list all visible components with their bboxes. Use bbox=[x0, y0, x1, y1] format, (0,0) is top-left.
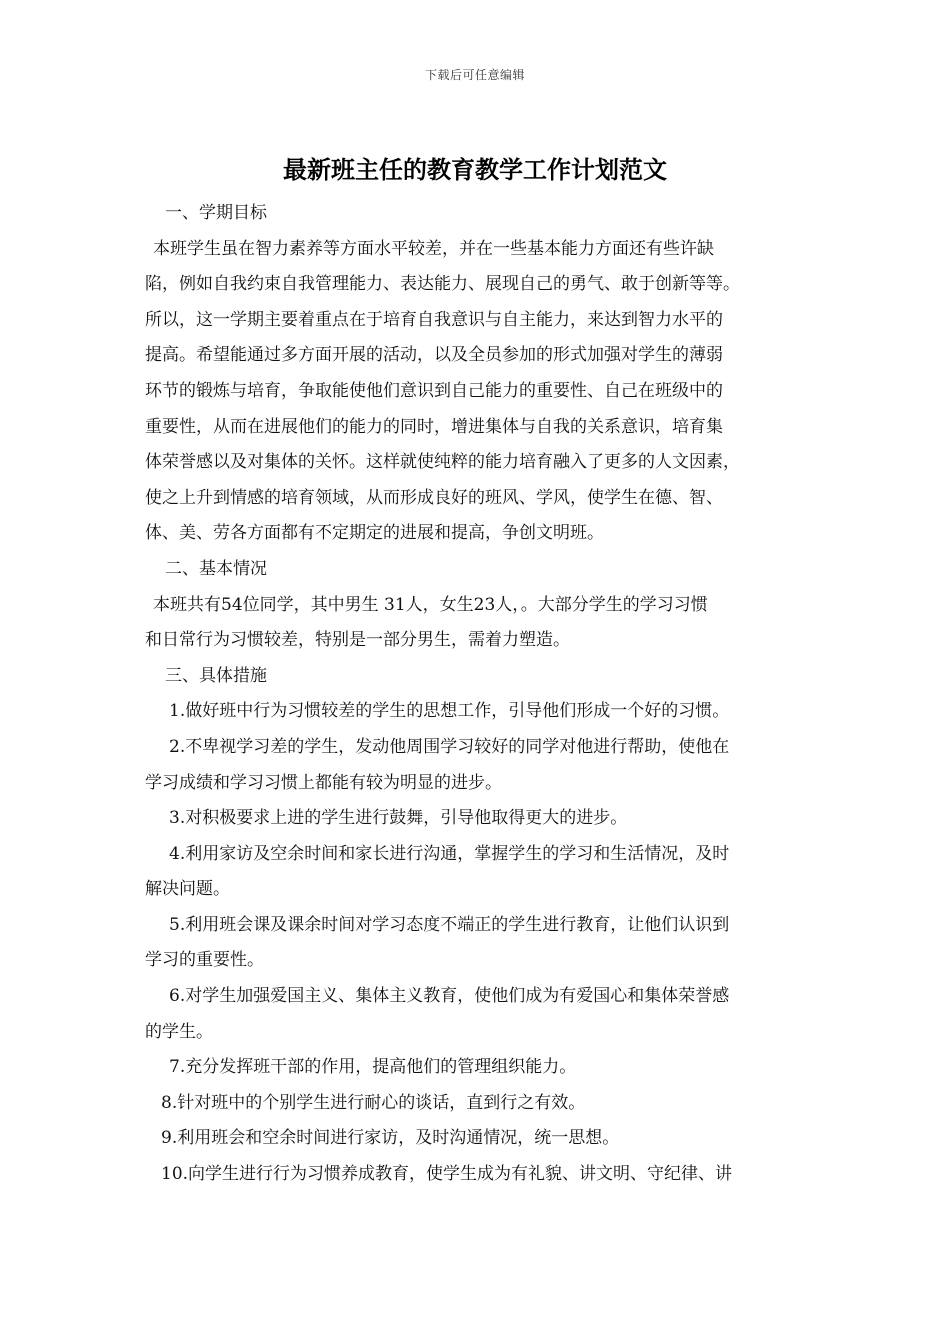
list-item: 6.对学生加强爱国主义、集体主义教育，使他们成为有爱国心和集体荣誉感 bbox=[169, 986, 730, 1007]
list-item-continuation: 的学生。 bbox=[145, 1021, 213, 1042]
section-heading-situation: 二、基本情况 bbox=[165, 558, 267, 579]
header-note: 下载后可任意编辑 bbox=[424, 68, 525, 82]
paragraph-line: 使之上升到情感的培育领域，从而形成良好的班风、学风，使学生在德、智、 bbox=[145, 487, 723, 508]
paragraph-line: 环节的锻炼与培育，争取能使他们意识到自己能力的重要性、自己在班级中的 bbox=[145, 380, 723, 401]
section-heading-measures: 三、具体措施 bbox=[165, 665, 267, 686]
list-item: 7.充分发挥班干部的作用，提高他们的管理组织能力。 bbox=[169, 1057, 577, 1078]
section-heading-goal: 一、学期目标 bbox=[165, 203, 267, 223]
paragraph-line: 提高。希望能通过多方面开展的活动，以及全员参加的形式加强对学生的薄弱 bbox=[145, 345, 723, 366]
paragraph-line: 本班共有54位同学，其中男生 31人，女生23人，。大部分学生的学习习惯 bbox=[153, 594, 708, 615]
list-item: 3.对积极要求上进的学生进行鼓舞，引导他取得更大的进步。 bbox=[169, 808, 628, 829]
list-item: 9.利用班会和空余时间进行家访，及时沟通情况，统一思想。 bbox=[161, 1128, 620, 1149]
list-item-continuation: 学习的重要性。 bbox=[145, 950, 264, 971]
paragraph-line: 体、美、劳各方面都有不定期定的进展和提高，争创文明班。 bbox=[145, 523, 604, 544]
paragraph-line: 体荣誉感以及对集体的关怀。这样就使纯粹的能力培育融入了更多的人文因素， bbox=[145, 452, 740, 473]
list-item: 1.做好班中行为习惯较差的学生的思想工作，引导他们形成一个好的习惯。 bbox=[169, 701, 730, 722]
list-item: 8.针对班中的个别学生进行耐心的谈话，直到行之有效。 bbox=[161, 1092, 586, 1113]
paragraph-line: 所以，这一学期主要着重点在于培育自我意识与自主能力，来达到智力水平的 bbox=[145, 309, 723, 330]
paragraph-line: 重要性，从而在进展他们的能力的同时，增进集体与自我的关系意识，培育集 bbox=[145, 416, 723, 437]
list-item: 2.不卑视学习差的学生，发动他周围学习较好的同学对他进行帮助，使他在 bbox=[169, 736, 730, 757]
document-title: 最新班主任的教育教学工作计划范文 bbox=[283, 156, 667, 184]
paragraph-line: 陷，例如自我约束自我管理能力、表达能力、展现自己的勇气、敢于创新等等。 bbox=[145, 274, 740, 295]
paragraph-line: 本班学生虽在智力素养等方面水平较差，并在一些基本能力方面还有些许缺 bbox=[153, 238, 714, 259]
document-body bbox=[145, 196, 823, 1193]
list-item: 4.利用家访及空余时间和家长进行沟通，掌握学生的学习和生活情况，及时 bbox=[169, 843, 730, 864]
list-item: 5.利用班会课及课余时间对学习态度不端正的学生进行教育，让他们认识到 bbox=[169, 914, 730, 935]
list-item-continuation: 解决问题。 bbox=[145, 879, 230, 900]
paragraph-line: 和日常行为习惯较差，特别是一部分男生，需着力塑造。 bbox=[145, 630, 570, 651]
list-item: 10.向学生进行行为习惯养成教育，使学生成为有礼貌、讲文明、守纪律、讲 bbox=[161, 1164, 733, 1185]
list-item-continuation: 学习成绩和学习习惯上都能有较为明显的进步。 bbox=[145, 772, 502, 793]
